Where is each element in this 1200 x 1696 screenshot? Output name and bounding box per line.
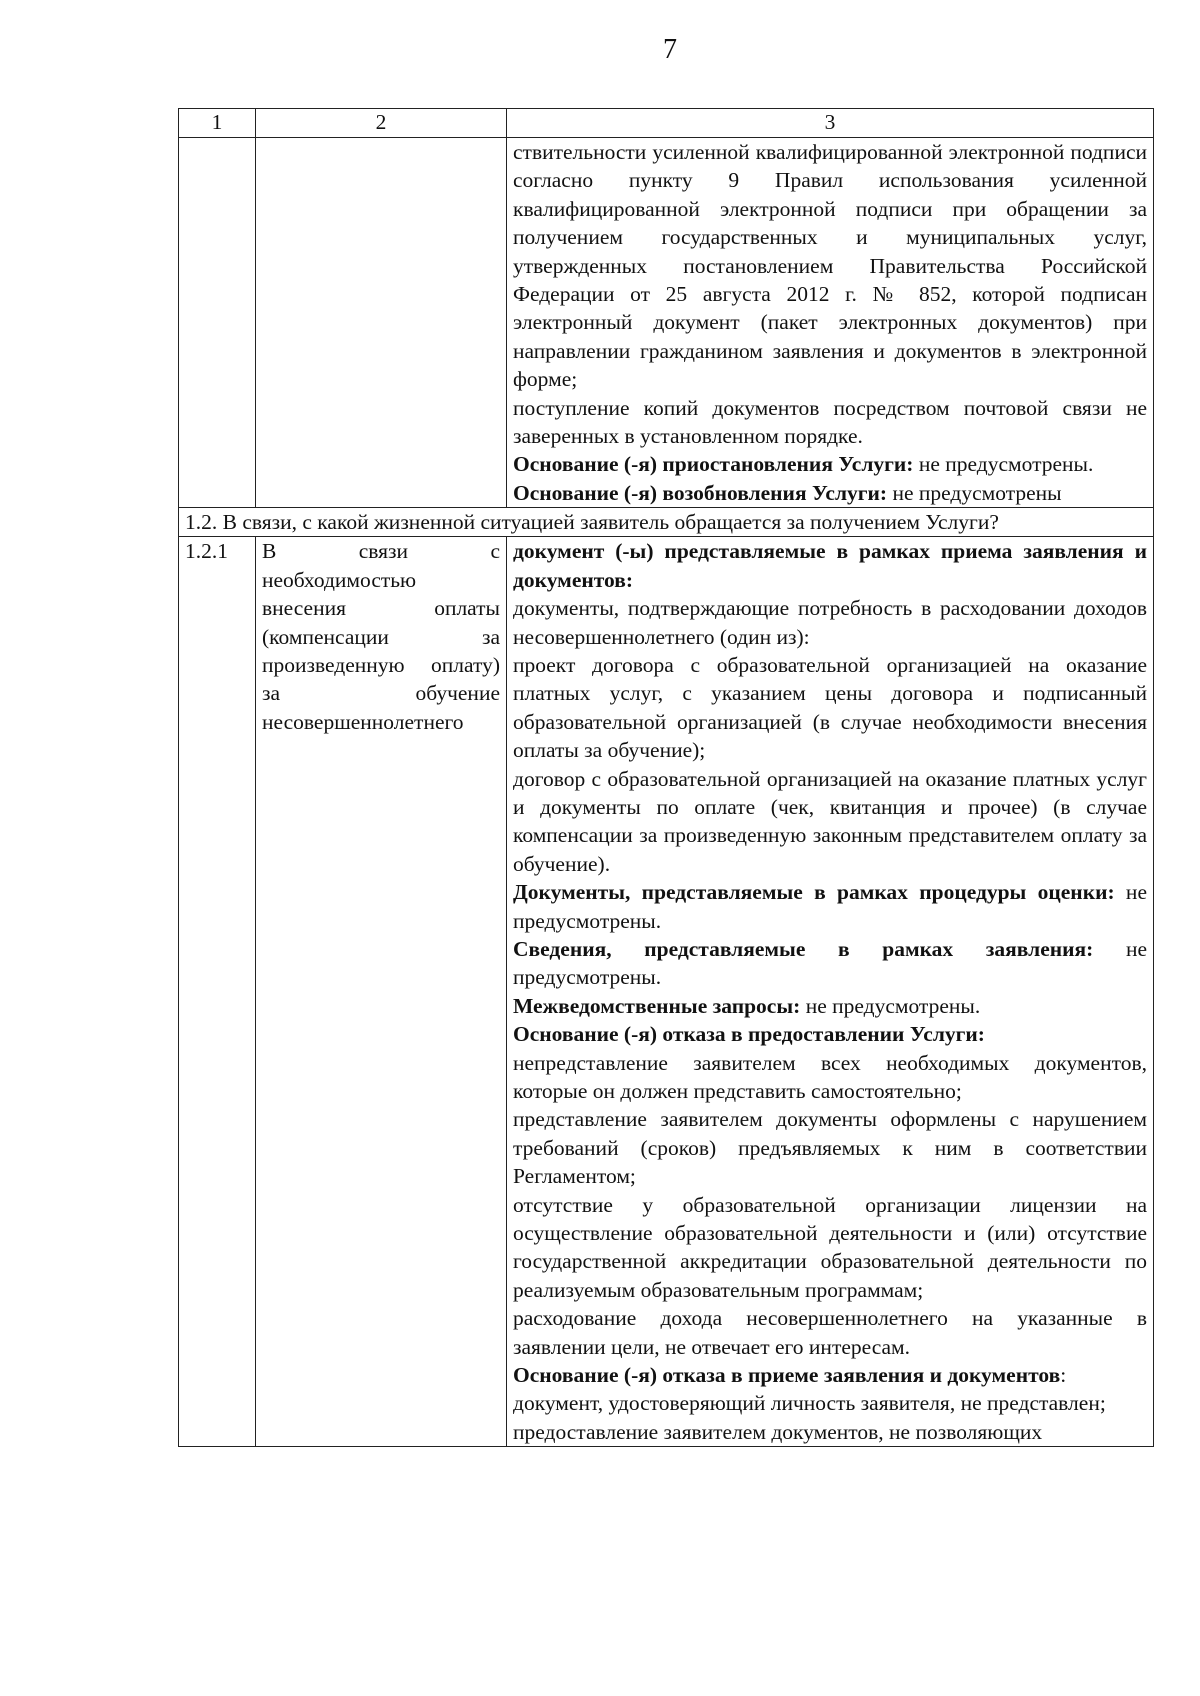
text-signature-check: ствительности усиленной квалифицированной электронной подписи согласно пункту 9 Правил использования усиленной квалифицированной электронной подписи при обращении за получением государственных и муниципальных услуг, утвержденных постановлением Правительства Российской Федерации от 25 августа 2012 г. № 852, которой подписан электронный документ (пакет электронных документов) при направлении гражданином заявления и документов в электронной форме; [513,140,1147,392]
text-interagency-requests [513,992,1147,1020]
value-application-info: не предусмотрены. [513,936,1147,990]
label-suspension: Основание (-я) приостановления Услуги: [513,452,914,477]
table-row-1-2-1 [179,537,1154,1447]
docs-item-1: проект договора с образовательной организацией на оказание платных услуг, с указанием цены договора и подписанный образовательной организацией (в случае необходимости внесения оплаты за обучение); [513,652,1147,763]
cell-empty-1 [179,138,256,508]
text-postal-copies: поступление копий документов посредством почтовой связи не заверенных в установленном порядке. [513,395,1147,449]
value-evaluation-docs: не предусмотрены. [513,880,1147,933]
row-number: 1.2.1 [179,537,256,1447]
header-col-1: 1 [179,109,256,138]
docs-heading: документ (-ы) представляемые в рамках приема заявления и документов: [513,539,1147,592]
page-number: 7 [663,34,677,65]
value-interagency-requests: не предусмотрены. [800,993,981,1018]
text-application-info [513,935,1147,992]
reject-item-2: предоставление заявителем документов, не позволяющих [513,1419,1043,1444]
label-interagency-requests: Межведомственные запросы: [513,993,801,1018]
reject-item-1: документ, удостоверяющий личность заявителя, не представлен; [513,1391,1106,1416]
section-title-row [179,508,1154,537]
cell-grounds-continuation [507,138,1154,508]
refusal-item-1: непредставление заявителем всех необходимых документов, которые он должен представить самостоятельно; [513,1050,1147,1103]
life-situation: В связи с необходимостью внесения оплаты (компенсации за произведенную оплату) за обучение несовершеннолетнего [256,537,507,1447]
refusal-heading: Основание (-я) отказа в предоставлении Услуги: [513,1022,985,1047]
reject-heading [513,1361,1147,1389]
reject-colon: : [1060,1363,1067,1388]
docs-item-2: договор с образовательной организацией на оказание платных услуг и документы по оплате (чек, квитанция и прочее) (в случае компенсации за произведенную законным представителем оплату за обучение). [513,766,1147,876]
label-application-info: Сведения, представляемые в рамках заявления: [513,936,1094,961]
refusal-item-3: отсутствие у образовательной организации лицензии на осуществление образовательной деятельности и (или) отсутствие государственной аккредитации образовательной деятельности по реализуемым образовательным программам; [513,1192,1147,1302]
label-resumption: Основание (-я) возобновления Услуги: [513,480,888,505]
label-reject: Основание (-я) отказа в приеме заявления и документов [513,1363,1061,1388]
refusal-item-4: расходование дохода несовершеннолетнего на указанные в заявлении цели, не отвечает его интересам. [513,1306,1147,1359]
table-header-row [179,109,1154,138]
header-col-2: 2 [256,109,507,138]
header-col-3: 3 [507,109,1154,138]
cell-empty-2 [256,138,507,508]
table-row-continuation [179,138,1154,508]
text-suspension [513,450,1147,478]
text-resumption [513,479,1147,507]
docs-intro: документы, подтверждающие потребность в расходовании доходов несовершеннолетнего (один из): [513,596,1147,649]
regulation-table [178,108,1154,1447]
value-suspension: не предусмотрены. [913,452,1094,477]
section-title: 1.2. В связи, с какой жизненной ситуацией заявитель обращается за получением Услуги? [179,508,1154,537]
cell-requirements [507,537,1154,1447]
value-resumption: не предусмотрены [887,480,1062,505]
label-evaluation-docs: Документы, представляемые в рамках процедуры оценки: [513,880,1115,905]
text-evaluation-docs [513,878,1147,935]
refusal-item-2: представление заявителем документы оформлены с нарушением требований (сроков) предъявляемых к ним в соответствии Регламентом; [513,1107,1147,1189]
